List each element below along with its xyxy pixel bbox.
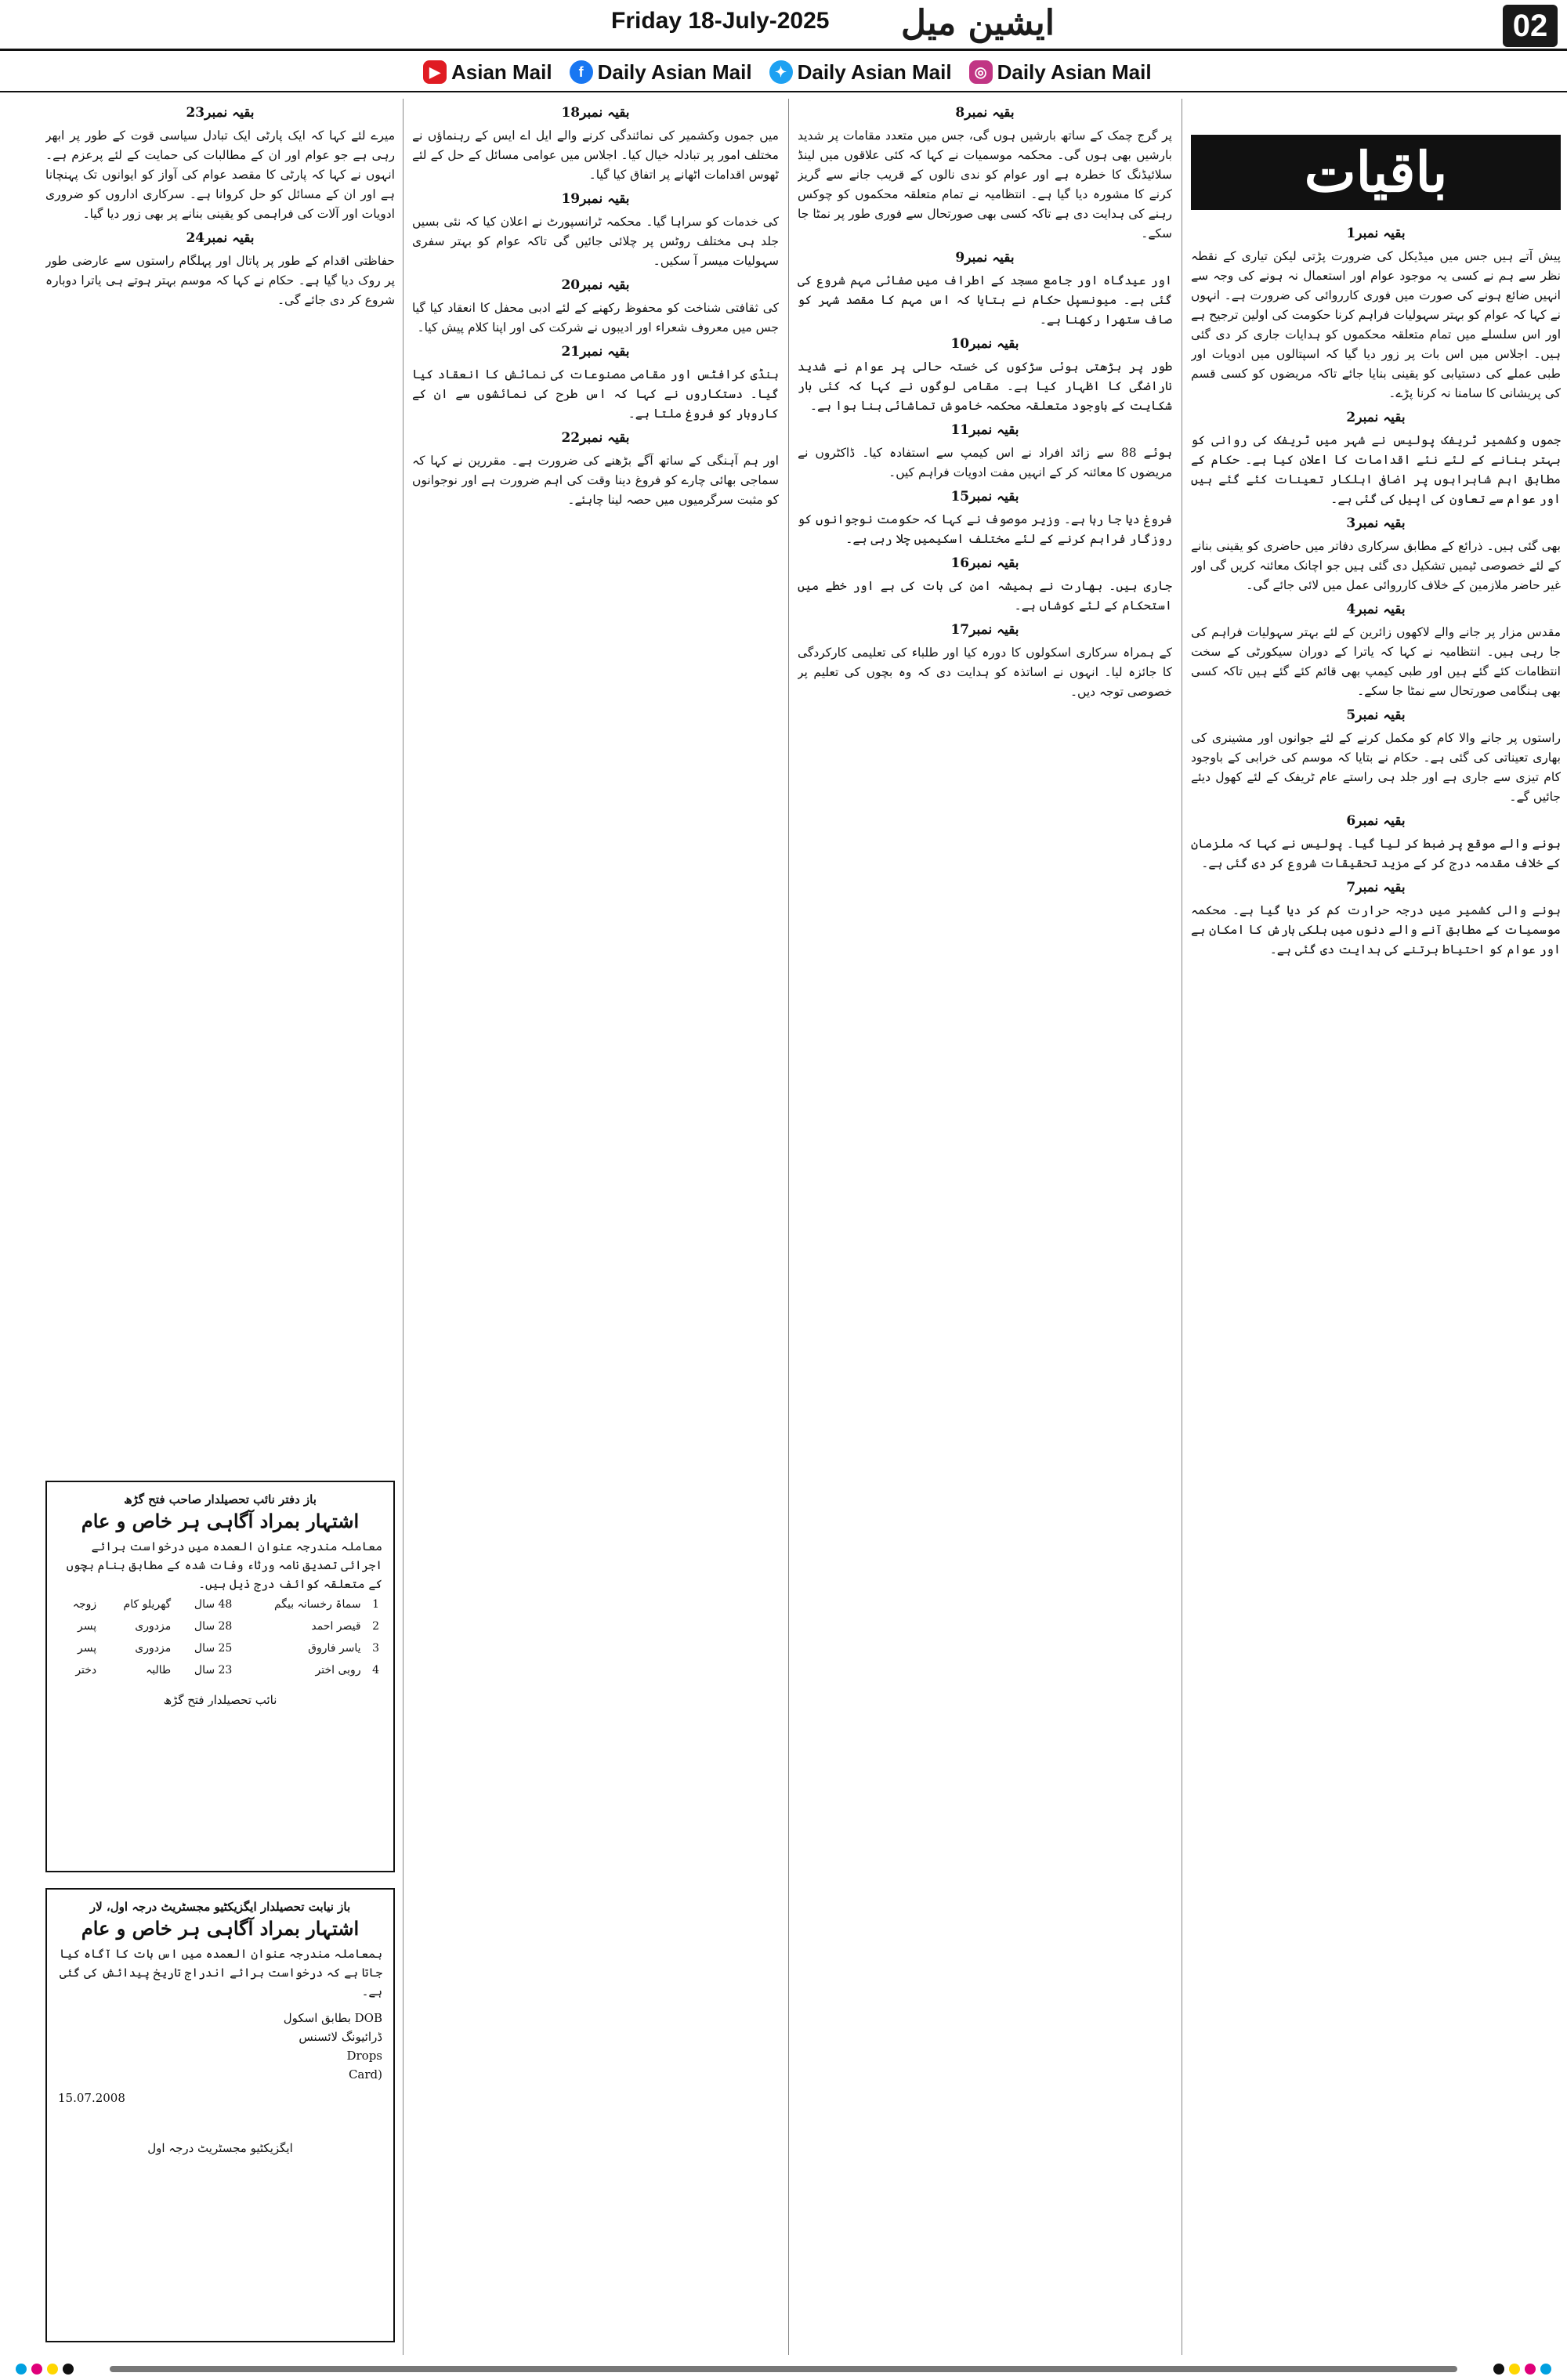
column-2 <box>798 99 1172 2347</box>
heirs-table <box>58 1593 382 1681</box>
masthead-logo: ایشین میل <box>901 3 1055 43</box>
notice-body: معاملہ مندرجہ عنوان العمدہ میں درخواست برائے اجرائی تصدیق نامہ ورثاء وفات شدہ کے مطابق بنام بچوں کے متعلقہ کوائف درج ذیل ہیں۔ <box>66 1539 382 1591</box>
continuation-heading: بقیہ نمبر2 <box>1346 410 1406 425</box>
column-1 <box>1191 219 1561 2350</box>
heir-occupation: مزدوری <box>135 1642 172 1655</box>
continuation-heading: بقیہ نمبر7 <box>1346 880 1406 895</box>
article-text: حفاظتی اقدام کے طور پر پاتال اور پہلگام راستوں سے عارضی طور پر روک دیا گیا ہے۔ حکام نے کہا کہ موسم بہتر ہوتے ہی یاترا دوبارہ شروع کر دی جائے گی۔ <box>45 254 395 307</box>
article-text: میں جموں وکشمیر کی نمائندگی کرنے والے ایل اے ایس کے رہنماؤں نے مختلف امور پر تبادلہ خیال کیا۔ اجلاس میں عوامی مسائل کے حل کے لئے ٹھوس اقدامات اٹھانے پر اتفاق کیا گیا۔ <box>412 128 779 182</box>
cyan-dot <box>1540 2364 1551 2375</box>
continuation-heading: بقیہ نمبر19 <box>561 191 630 207</box>
public-notice-1 <box>45 1481 395 1872</box>
table-row <box>58 1615 382 1637</box>
table-row <box>58 1593 382 1615</box>
article-text: میرے لئے کہا کہ ایک پارٹی ایک تبادل سیاسی قوت کے طور پر ابھر رہی ہے جو عوام اور ان کے مطالبات کی حمایت کے لئے پرعزم ہے۔ انہوں نے کہا کہ پارٹی کا مقصد عوام کی آواز کو ایوانوں تک پہنچانا ہے اور ان کے مسائل کو حل کروانا ہے۔ سرکاری اداروں کو ضروری ادویات اور آلات کی فراہمی کو یقینی بنانے پر بھی زور دیا گیا۔ <box>45 128 395 221</box>
article-text: پر گرج چمک کے ساتھ بارشیں ہوں گی، جس میں متعدد مقامات پر شدید بارشیں بھی ہوں گی۔ محکمہ موسمیات نے کہا کہ کئی علاقوں میں لینڈ سلائیڈنگ کا خطرہ ہے اور عوام کو ندی نالوں کے قریب جانے سے گریز کرنے کا مشورہ دیا گیا ہے۔ انتظامیہ نے تمام متعلقہ محکموں کو چوکس رہنے کی ہدایت دی ہے تاکہ کسی بھی صورتحال سے فوری طور پر نمٹا جا سکے۔ <box>798 128 1172 241</box>
notice-body: بمعاملہ مندرجہ عنوان العمدہ میں اس بات کا آگاہ کیا جاتا ہے کہ درخواست برائے اندراج تاریخ پیدائش کی گئی ہے۔ <box>59 1947 382 1998</box>
notice-field: Drops <box>346 2049 382 2063</box>
heir-age: 23 سال <box>194 1664 233 1676</box>
heir-occupation: گھریلو کام <box>123 1598 172 1611</box>
article-text: کے ہمراہ سرکاری اسکولوں کا دورہ کیا اور طلباء کی تعلیمی کارکردگی کا جائزہ لیا۔ انہوں نے اساتذہ کو ہدایت دی کہ وہ بچوں کی تعلیم پر خصوصی توجہ دیں۔ <box>798 646 1172 699</box>
continuation-heading: بقیہ نمبر5 <box>1346 707 1406 723</box>
article-text: کی ثقافتی شناخت کو محفوظ رکھنے کے لئے ادبی محفل کا انعقاد کیا گیا جس میں معروف شعراء اور ادیبوں نے شرکت کی اور اپنا کلام پیش کیا۔ <box>412 301 779 335</box>
continuation-heading: بقیہ نمبر22 <box>561 430 630 446</box>
black-dot <box>63 2364 74 2375</box>
header-rule <box>0 91 1567 92</box>
column-divider <box>403 99 404 2355</box>
bottom-gray-bar <box>110 2366 1457 2372</box>
color-registration-marks-right <box>1493 2364 1551 2375</box>
continuation-heading: بقیہ نمبر18 <box>561 105 630 121</box>
heir-relation: زوجہ <box>72 1598 97 1611</box>
social-twitter[interactable] <box>769 60 952 85</box>
continuation-heading: بقیہ نمبر15 <box>950 489 1019 505</box>
article-text: اور عیدگاہ اور جامع مسجد کے اطراف میں صفائی مہم شروع کی گئی ہے۔ میونسپل حکام نے بتایا کہ اس مہم کا مقصد شہر کو صاف ستھرا رکھنا ہے۔ <box>798 273 1172 327</box>
social-facebook-label: Daily Asian Mail <box>597 60 752 84</box>
social-youtube[interactable] <box>423 60 552 85</box>
notice-date: 15.07.2008 <box>58 2091 125 2105</box>
top-bar <box>0 0 1567 51</box>
black-dot <box>1493 2364 1504 2375</box>
continuation-heading: بقیہ نمبر6 <box>1346 813 1406 829</box>
page-number: 02 <box>1503 5 1558 47</box>
continuation-heading: بقیہ نمبر4 <box>1346 602 1406 617</box>
article-text: راستوں پر جانے والا کام کو مکمل کرنے کے لئے جوانوں اور مشینری کی بھاری تعیناتی کی گئی ہے۔ حکام نے بتایا کہ موسم کی خرابی کے باوجود کام تیزی سے جاری ہے اور جلد ہی راستے عام ٹریفک کے لئے کھول دیئے جائیں گے۔ <box>1191 731 1561 804</box>
heir-name: سماۃ رخسانہ بیگم <box>273 1598 361 1611</box>
row-number: 2 <box>372 1620 379 1633</box>
article-text: اور ہم آہنگی کے ساتھ آگے بڑھنے کی ضرورت ہے۔ مقررین نے کہا کہ سماجی بھائی چارے کو فروغ دینا وقت کی اہم ضرورت ہے اور نوجوانوں کو مثبت سرگرمیوں میں حصہ لینا چاہئے۔ <box>412 454 779 507</box>
article-text: ہونے والی کشمیر میں درجہ حرارت کم کر دیا گیا ہے۔ محکمہ موسمیات کے مطابق آنے والے دنوں میں ہلکی بارش کا امکان ہے اور عوام کو احتیاط برتنے کی ہدایت دی گئی ہے۔ <box>1191 903 1561 957</box>
yellow-dot <box>1509 2364 1520 2375</box>
heir-relation: پسر <box>78 1620 97 1633</box>
continuation-heading: بقیہ نمبر9 <box>955 250 1015 266</box>
row-number: 1 <box>372 1598 379 1611</box>
continuation-heading: بقیہ نمبر1 <box>1346 226 1406 241</box>
heir-age: 48 سال <box>194 1598 233 1611</box>
instagram-icon: ◎ <box>969 60 993 84</box>
notice-title: اشتہار بمراد آگاہی ہر خاص و عام <box>81 1510 360 1532</box>
continuation-heading: بقیہ نمبر17 <box>950 622 1019 638</box>
column-divider <box>788 99 789 2355</box>
table-row <box>58 1659 382 1681</box>
continuation-heading: بقیہ نمبر11 <box>950 422 1019 438</box>
heir-occupation: مزدوری <box>135 1620 172 1633</box>
continuation-heading: بقیہ نمبر8 <box>955 105 1015 121</box>
article-text: مقدس مزار پر جانے والے لاکھوں زائرین کے لئے بہتر سہولیات فراہم کی جا رہی ہیں۔ انتظامیہ نے کہا کہ یاترا کے دوران سیکورٹی کے سخت انتظامات کئے گئے ہیں اور طبی کیمپ بھی قائم کئے گئے ہیں تاکہ کسی بھی ہنگامی صورتحال سے نمٹا جا سکے۔ <box>1191 625 1561 698</box>
notice-signature: نائب تحصیلدار فتح گڑھ <box>163 1693 277 1707</box>
continuation-heading: بقیہ نمبر16 <box>950 555 1019 571</box>
article-text: طور پر بڑھتی ہوئی سڑکوں کی خستہ حالی پر عوام نے شدید ناراضگی کا اظہار کیا ہے۔ مقامی لوگوں نے کہا کہ کئی بار شکایت کے باوجود متعلقہ محکمہ خاموش تماشائی بنا ہوا ہے۔ <box>798 360 1172 413</box>
article-text: بھی گئی ہیں۔ ذرائع کے مطابق سرکاری دفاتر میں حاضری کو یقینی بنانے کے لئے خصوصی ٹیمیں تشکیل دی گئی ہیں جو اچانک معائنہ کریں گی اور غیر حاضر ملازمین کے خلاف کارروائی عمل میں لائی جائے گی۔ <box>1191 539 1561 592</box>
continuation-heading: بقیہ نمبر24 <box>186 230 255 246</box>
heir-name: یاسر فاروق <box>308 1642 361 1655</box>
heir-occupation: طالبہ <box>146 1664 172 1676</box>
heir-age: 28 سال <box>194 1620 233 1633</box>
notice-field: (Card <box>348 2067 382 2082</box>
continuation-heading: بقیہ نمبر21 <box>561 344 630 360</box>
heir-name: قیصر احمد <box>311 1620 361 1633</box>
social-twitter-label: Daily Asian Mail <box>797 60 952 84</box>
public-notice-2 <box>45 1888 395 2342</box>
heir-relation: دختر <box>75 1664 97 1676</box>
youtube-icon: ▶ <box>423 60 447 84</box>
yellow-dot <box>47 2364 58 2375</box>
article-text: ہوئے 88 سے زائد افراد نے اس کیمپ سے استفادہ کیا۔ ڈاکٹروں نے مریضوں کا معائنہ کر کے انہیں مفت ادویات فراہم کیں۔ <box>798 446 1172 479</box>
cyan-dot <box>16 2364 27 2375</box>
social-links-bar <box>423 55 1152 89</box>
article-text: جاری ہیں۔ بھارت نے ہمیشہ امن کی بات کی ہے اور خطے میں استحکام کے لئے کوشاں ہے۔ <box>798 579 1172 613</box>
column-3 <box>412 99 779 2347</box>
color-registration-marks-left <box>16 2364 74 2375</box>
notice-field: DOB بطابق اسکول <box>283 2011 382 2025</box>
continuation-heading: بقیہ نمبر10 <box>950 336 1019 352</box>
section-title: باقیات <box>1191 135 1561 210</box>
continuation-heading: بقیہ نمبر3 <box>1346 515 1406 531</box>
article-text: ہنڈی کرافٹس اور مقامی مصنوعات کی نمائش کا انعقاد کیا گیا۔ دستکاروں نے کہا کہ اس طرح کی نمائشوں سے ان کے کاروبار کو فروغ ملتا ہے۔ <box>412 367 779 421</box>
facebook-icon: f <box>570 60 593 84</box>
social-instagram[interactable] <box>969 60 1152 85</box>
magenta-dot <box>1525 2364 1536 2375</box>
notice-issuer: باز نیابت تحصیلدار ایگزیکٹیو مجسٹریٹ درجہ اول، لار <box>89 1900 351 1914</box>
article-text: فروغ دیا جا رہا ہے۔ وزیر موصوف نے کہا کہ حکومت نوجوانوں کو روزگار فراہم کرنے کے لئے مختلف اسکیمیں چلا رہی ہے۔ <box>798 512 1172 546</box>
heir-name: روبی اختر <box>315 1664 361 1676</box>
article-text: جموں وکشمیر ٹریفک پولیس نے شہر میں ٹریفک کی روانی کو بہتر بنانے کے لئے نئے اقدامات کا اعلان کیا ہے۔ حکام کے مطابق اہم شاہراہوں پر اضافی اہلکار تعینات کئے گئے ہیں اور عوام سے تعاون کی اپیل کی گئی ہے۔ <box>1191 433 1561 506</box>
continuation-heading: بقیہ نمبر20 <box>561 277 630 293</box>
twitter-icon: ✦ <box>769 60 793 84</box>
social-instagram-label: Daily Asian Mail <box>997 60 1152 84</box>
notice-signature: ایگزیکٹیو مجسٹریٹ درجہ اول <box>147 2141 293 2155</box>
social-facebook[interactable] <box>570 60 752 85</box>
notice-title: اشتہار بمراد آگاہی ہر خاص و عام <box>81 1917 360 1940</box>
row-number: 4 <box>372 1664 379 1676</box>
issue-date: Friday 18-July-2025 <box>611 8 830 34</box>
notice-field: ڈرائیونگ لائسنس <box>299 2030 382 2044</box>
continuation-heading: بقیہ نمبر23 <box>186 105 255 121</box>
article-text: کی خدمات کو سراہا گیا۔ محکمہ ٹرانسپورٹ نے اعلان کیا کہ نئی بسیں جلد ہی مختلف روٹس پر چلائی جائیں گی تاکہ عوام کو بہتر سفری سہولیات میسر آ سکیں۔ <box>412 215 779 268</box>
heir-age: 25 سال <box>194 1642 233 1655</box>
heir-relation: پسر <box>78 1642 97 1655</box>
row-number: 3 <box>372 1642 379 1655</box>
social-youtube-label: Asian Mail <box>451 60 552 84</box>
notice-issuer: باز دفتر نائب تحصیلدار صاحب فتح گڑھ <box>124 1492 317 1506</box>
magenta-dot <box>31 2364 42 2375</box>
article-text: ہونے والے موقع پر ضبط کر لیا گیا۔ پولیس نے کہا کہ ملزمان کے خلاف مقدمہ درج کر کے مزید تحقیقات شروع کر دی گئی ہے۔ <box>1191 837 1561 870</box>
table-row <box>58 1637 382 1659</box>
column-4 <box>45 99 395 1462</box>
article-text: پیش آتے ہیں جس میں میڈیکل کی ضرورت پڑتی لیکن تیاری کے نقطہ نظر سے ہم نے کسی یہ موجود عوام اور استعمال نہ ہونے کی وجہ سے انہیں ضائع ہونے کی صورت میں فوری کارروائی کی ضرورت ہے۔ انہوں نے کہا کہ عوام کو بہتر سہولیات فراہم کرنا حکومت کی اولین ترجیح ہے اور اس سلسلے میں تمام متعلقہ محکموں کو ہدایات جاری کر دی گئی ہیں۔ اجلاس میں اس بات پر زور دیا گیا کہ اسپتالوں میں ادویات اور طبی عملے کی دستیابی کو یقینی بنایا جائے تاکہ مریضوں کو کسی قسم کی پریشانی کا سامنا نہ کرنا پڑے۔ <box>1191 249 1561 400</box>
